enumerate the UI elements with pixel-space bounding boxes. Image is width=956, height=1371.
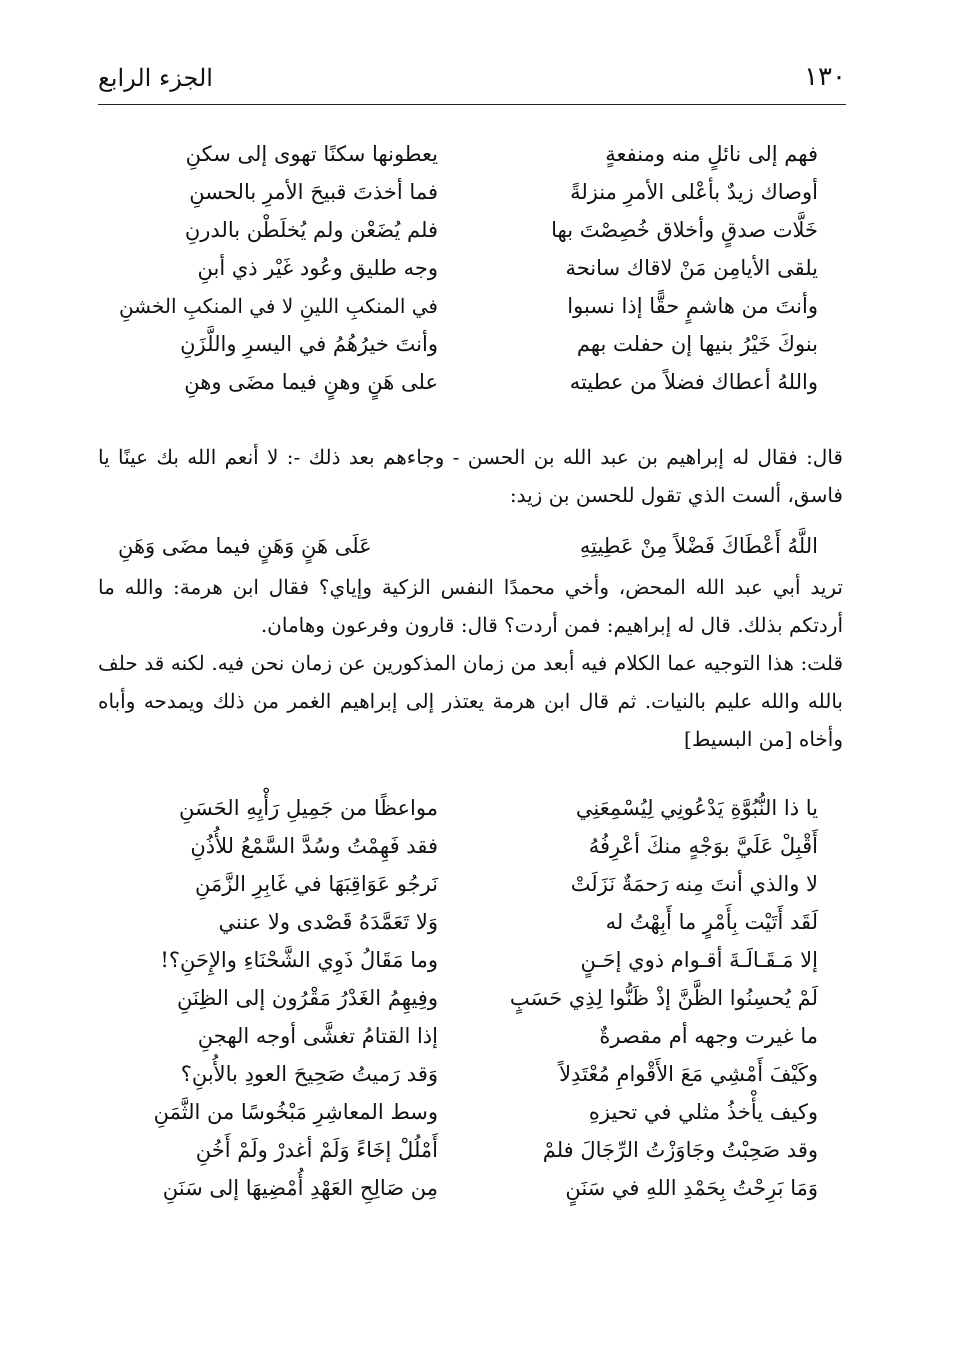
poem-block-2 [118,790,818,1208]
verse-line [118,288,818,326]
hemistich-second: نَرجُو عَوَاقِبَهَا في غَابِرِ الزَّمَنِ [194,872,438,896]
hemistich-first: ما غيرت وجهه أم مقصرةٌ [599,1024,818,1048]
prose-paragraph: قلت: هذا التوجيه عما الكلام فيه أبعد من زمان المذكورين عن زمان نحن فيه. لكنه قد حلف بالله والله عليم بالنيات. ثم قال ابن هرمة يعتذر إلى إبراهيم الغمر من ذلك ويمدحه وأباه وأخاه [من البسيط] [98,651,843,751]
hemistich-second: فقد فَهِمْتُ وسُدَّ السَّمْعُ للأُذُنِ [190,834,438,858]
hemistich-second: وَلا تَعَمَّدَهُ قَصْدى ولا عنني [218,910,438,934]
hemistich-second: يعطونها سكنًا تهوى إلى سكنِ [185,142,438,166]
hemistich-second: إذا القتامُ تغشَّى أوجه الهجنِ [197,1024,438,1048]
quoted-verse [118,528,818,566]
hemistich-first: لَمْ يُحسِنُوا الظَّنَّ إذْ ظَنُّوا لِذِي حَسَبٍ [509,986,818,1010]
verse-line [118,866,818,904]
hemistich-first: وكَيْفَ أَمْشِي مَعَ الأَقْوامِ مُعْتَدِلاً [559,1062,818,1086]
verse-line [118,980,818,1018]
verse-line [118,1018,818,1056]
poem-block-1 [118,136,818,402]
verse-line [118,790,818,828]
verse-line [118,904,818,942]
hemistich-first: إلا مَـقَـالَـةَ أقـوام ذوي إحَـنٍ [580,948,818,972]
verse-line [118,1170,818,1208]
hemistich-second: في المنكبِ اللينِ لا في المنكبِ الخشنِ [118,294,438,318]
prose-paragraph: قال: فقال له إبراهيم بن عبد الله بن الحسن - وجاءهم بعد ذلك -: لا أنعم الله بك عينًا يا فاسق، ألست الذي تقول للحسن بن زيد: [98,445,843,507]
hemistich-second: مِن صَالِحِ العَهْدِ أُمْضِيهَا إلى سَنَنِ [162,1176,438,1200]
hemistich-second: وسط المعاشِرِ مَبْخُوسًا من الثَّمَنِ [153,1100,438,1124]
verse-line [118,1094,818,1132]
hemistich-second: فما أخذتَ قبيحَ الأمرِ بالحسنِ [189,180,438,204]
verse-line [118,828,818,866]
verse-line [118,212,818,250]
hemistich-second: وجه طليق وعُود غَيْر ذي أبنِ [197,256,438,280]
hemistich-second: وأنتَ خيرُهُمُ في اليسرِ واللَّزَنِ [180,332,438,356]
hemistich-first: خَلَّات صدقٍ وأخلاق خُصِصْتَ بها [551,218,818,242]
hemistich-second: عَلَى هَنٍ وَهَنٍ فيما مضَى وَهَنِ [118,534,372,558]
hemistich-first: بنوكَ خَيْرُ بنيها إن حفلت بهم [576,332,818,356]
header-divider [98,104,846,105]
prose-block-2 [98,568,843,758]
hemistich-first: لَقَد أَتَيْت بِأَمْرٍ ما أَبِهْتُ له [605,910,818,934]
hemistich-first: يلقى الأيامِن مَنْ لاقاك سانحة [565,256,818,280]
hemistich-second: وَقد رَميتُ صَحِيحَ العودِ بالأُبنِ؟ [180,1062,438,1086]
page-header [98,62,846,102]
prose-paragraph: تريد أبي عبد الله المحض، وأخي محمدًا النفس الزكية وإياي؟ فقال ابن هرمة: والله ما أردتكم بذلك. قال له إبراهيم: فمن أردت؟ قال: قارون وفرعون وهامان. [98,575,843,637]
verse-line [118,136,818,174]
hemistich-first: فهم إلى نائلٍ منه ومنفعةٍ [605,142,818,166]
hemistich-first: واللهُ أعطاك فضلاً من عطيته [569,370,818,394]
hemistich-second: على هَنٍ وهنٍ فيما مضَى وهنِ [184,370,438,394]
hemistich-second: أَمْلُلْ إخَاءً وَلَمْ أغدرْ ولَمْ أَخُنِ [195,1138,438,1162]
hemistich-first: أَقْبِلْ عَلَيَّ بوَجْهٍ منكَ أعْرِفُهُ [588,834,818,858]
page-number: ١٣٠ [804,62,846,92]
hemistich-first: وَمَا بَرِحْتُ بِحَمْدِ اللهِ في سَنَنٍ [565,1176,818,1200]
verse-line [118,1132,818,1170]
hemistich-second: فلم يُضَعْن ولم يُخلَطْن بالدرنِ [184,218,438,242]
hemistich-first: اللَّهُ أَعْطَاكَ فَضْلاً مِنْ عَطِيتِهِ [579,534,818,558]
verse-line [118,326,818,364]
verse-line [118,1056,818,1094]
verse-line [118,174,818,212]
verse-line [118,364,818,402]
verse-line [118,250,818,288]
hemistich-second: وما مَقَالُ ذَوِي الشَّحْنَاءِ والإِحَنِ؟! [160,948,438,972]
hemistich-second: وفِيهِمُ الغَدْرُ مَقْرُون إلى الظِنَنِ [177,986,438,1010]
running-title: الجزء الرابع [98,64,213,92]
hemistich-first: وقد صَحِبْتُ وجَاوَزْتُ الرِّجَالَ فلمْ [542,1138,818,1162]
hemistich-first: وكيف يأْخذُ مثلي في تحيزهِ [588,1100,818,1124]
hemistich-second: مواعظًا من جَمِيلِ رَأْيِهِ الحَسَنِ [179,796,438,820]
hemistich-first: يا ذا النُّبُوَّةِ يَدْعُونِي لِيُسْمِعَنِي [575,796,818,820]
hemistich-first: وأنتَ من هاشمٍ حقًّا إذا نسبوا [567,294,818,318]
hemistich-first: لا والذي أنتَ مِنه رَحمَةٌ نَزَلَتْ [570,872,818,896]
hemistich-first: أوصاك زيدٌ بأعْلى الأمرِ منزلةً [570,180,818,204]
verse-line [118,942,818,980]
prose-block-1 [98,438,843,514]
